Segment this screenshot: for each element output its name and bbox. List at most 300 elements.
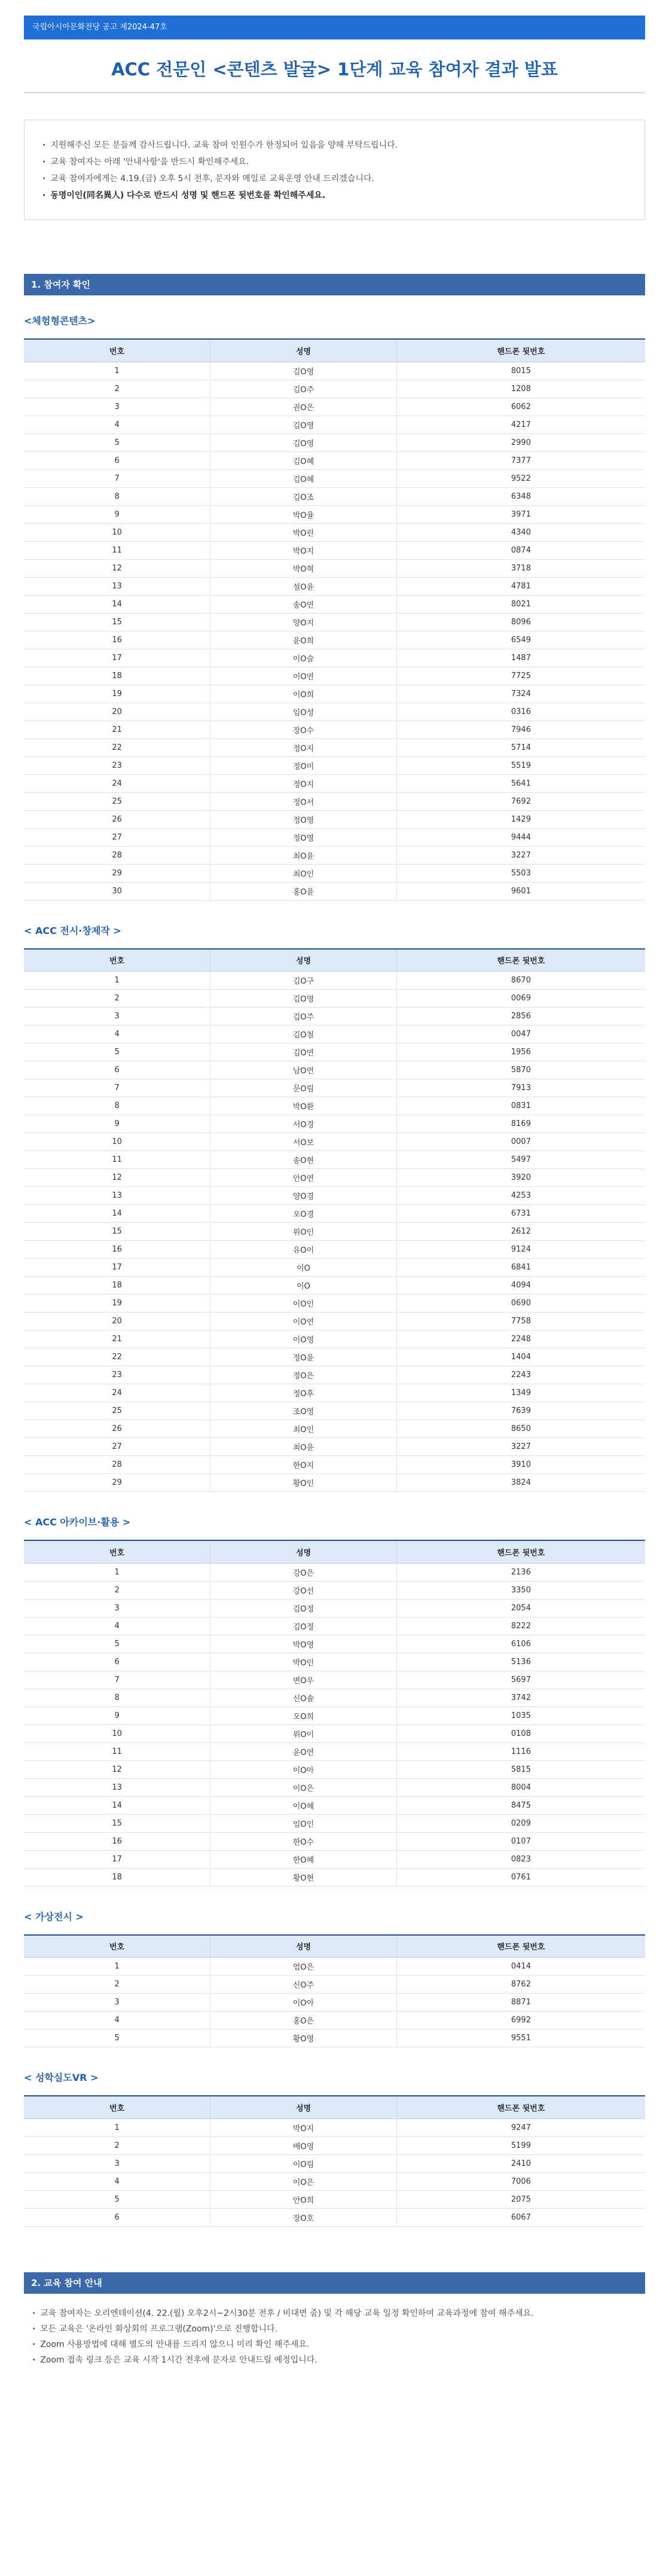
participant-name: 변O우 (210, 1671, 397, 1689)
table-row (24, 1707, 645, 1725)
guide-item: · 교육 참여자는 오리엔테이션(4. 22.(월) 오후2시~2시30분 전후 / 비대면 줌) 및 각 해당 교육 일정 확인하여 교육과정에 참여 해주세요. (32, 2306, 645, 2321)
table-row (24, 1850, 645, 1868)
participant-table (24, 338, 645, 901)
participant-name: 김O영 (210, 416, 397, 434)
section-participants-header (24, 274, 645, 295)
row-number: 10 (24, 1133, 210, 1151)
row-number: 6 (24, 451, 210, 469)
phone-suffix: 2243 (396, 1366, 645, 1384)
column-header: 핸드폰 뒷번호 (396, 2096, 645, 2119)
table-row (24, 434, 645, 451)
phone-suffix: 5519 (396, 756, 645, 774)
participant-name: 이O인 (210, 1295, 397, 1313)
phone-suffix: 3718 (396, 559, 645, 577)
table-row (24, 1832, 645, 1850)
section-guide-title: 2. 교육 참여 안내 (31, 2277, 102, 2288)
phone-suffix: 7692 (396, 792, 645, 810)
phone-suffix: 5815 (396, 1760, 645, 1778)
table-row (24, 792, 645, 810)
phone-suffix: 5714 (396, 738, 645, 756)
table-row (24, 846, 645, 864)
row-number: 12 (24, 1760, 210, 1778)
phone-suffix: 2612 (396, 1223, 645, 1241)
phone-suffix: 8670 (396, 972, 645, 990)
phone-suffix: 3971 (396, 505, 645, 523)
row-number: 2 (24, 1976, 210, 1994)
group-title: < 성학실도VR > (24, 2072, 99, 2083)
participant-name: 양O경 (210, 1187, 397, 1205)
phone-suffix: 0316 (396, 703, 645, 721)
phone-suffix: 6106 (396, 1635, 645, 1653)
row-number: 4 (24, 1025, 210, 1043)
table-row (24, 451, 645, 469)
column-header: 번호 (24, 339, 210, 362)
participant-name: 김O정 (210, 1617, 397, 1635)
table-row (24, 703, 645, 721)
table-row (24, 1653, 645, 1671)
phone-suffix: 9124 (396, 1241, 645, 1259)
table-row (24, 1097, 645, 1115)
participant-name: 김O영 (210, 990, 397, 1008)
table-row (24, 1384, 645, 1402)
participant-name: 설O윤 (210, 577, 397, 595)
phone-suffix: 4781 (396, 577, 645, 595)
participant-name: 황O현 (210, 1868, 397, 1886)
guide-item: · Zoom 접속 링크 등은 교육 시작 1시간 전후에 문자로 안내드릴 예정입니다. (32, 2352, 645, 2368)
row-number: 14 (24, 1796, 210, 1814)
participant-name: 정O영 (210, 810, 397, 828)
participant-name: 정O영 (210, 828, 397, 846)
table-row (24, 828, 645, 846)
table-row (24, 1635, 645, 1653)
participant-name: 배O영 (210, 2137, 397, 2154)
row-number: 2 (24, 990, 210, 1008)
row-number: 1 (24, 1563, 210, 1581)
phone-suffix: 9444 (396, 828, 645, 846)
row-number: 8 (24, 1097, 210, 1115)
guide-item: · 모든 교육은 '온라인 화상회의 프로그램(Zoom)'으로 진행합니다. (32, 2321, 645, 2337)
phone-suffix: 6348 (396, 487, 645, 505)
participant-name: 박O지 (210, 2119, 397, 2137)
phone-suffix: 0831 (396, 1097, 645, 1115)
participant-name: 신O솔 (210, 1689, 397, 1707)
participant-name: 이O연 (210, 1313, 397, 1330)
participant-name: 이O연 (210, 667, 397, 685)
row-number: 4 (24, 2172, 210, 2190)
participant-name: 박O영 (210, 1635, 397, 1653)
table-row (24, 1958, 645, 1976)
participant-name: 안O연 (210, 1169, 397, 1187)
phone-suffix: 2248 (396, 1330, 645, 1348)
table-row (24, 1025, 645, 1043)
phone-suffix: 4340 (396, 523, 645, 541)
phone-suffix: 8871 (396, 1994, 645, 2012)
participant-table (24, 948, 645, 1493)
phone-suffix: 7324 (396, 685, 645, 703)
table-row (24, 1205, 645, 1223)
row-number: 3 (24, 1008, 210, 1025)
phone-suffix: 7725 (396, 667, 645, 685)
phone-suffix: 6549 (396, 631, 645, 649)
table-row (24, 1438, 645, 1456)
group-title: < ACC 전시·창제작 > (24, 924, 121, 936)
participant-name: 한O혜 (210, 1850, 397, 1868)
table-header-row (24, 1935, 645, 1958)
table-row (24, 1474, 645, 1492)
phone-suffix: 6731 (396, 1205, 645, 1223)
participant-name: 양O지 (210, 613, 397, 631)
table-row (24, 810, 645, 828)
participant-name: 강O선 (210, 1581, 397, 1599)
table-row (24, 1008, 645, 1025)
table-row (24, 1581, 645, 1599)
participant-name: 윤O연 (210, 1742, 397, 1760)
phone-suffix: 6992 (396, 2012, 645, 2029)
row-number: 18 (24, 1277, 210, 1295)
row-number: 11 (24, 1742, 210, 1760)
group-title: < ACC 아카이브·활용 > (24, 1516, 131, 1528)
row-number: 28 (24, 1456, 210, 1474)
participant-name: 김O구 (210, 972, 397, 990)
table-row (24, 667, 645, 685)
phone-suffix: 9601 (396, 882, 645, 900)
phone-suffix: 0047 (396, 1025, 645, 1043)
participant-name: 윤O희 (210, 631, 397, 649)
row-number: 15 (24, 613, 210, 631)
table-row (24, 1868, 645, 1886)
table-row (24, 1742, 645, 1760)
row-number: 21 (24, 1330, 210, 1348)
participant-name: 황O인 (210, 1474, 397, 1492)
table-row (24, 541, 645, 559)
participant-name: 장O호 (210, 2208, 397, 2226)
row-number: 3 (24, 2154, 210, 2172)
row-number: 4 (24, 2012, 210, 2029)
participant-name: 임O인 (210, 1814, 397, 1832)
table-row (24, 1259, 645, 1277)
participant-name: 김O철 (210, 1025, 397, 1043)
table-row (24, 1760, 645, 1778)
row-number: 24 (24, 774, 210, 792)
table-row (24, 774, 645, 792)
table-row (24, 738, 645, 756)
phone-suffix: 4253 (396, 1187, 645, 1205)
table-row (24, 1402, 645, 1420)
table-row (24, 1671, 645, 1689)
participant-groups (24, 312, 645, 2227)
participant-name: 황O영 (210, 2029, 397, 2047)
table-row (24, 1313, 645, 1330)
row-number: 23 (24, 756, 210, 774)
participant-name: 김O영 (210, 434, 397, 451)
participant-name: 강O은 (210, 1563, 397, 1581)
row-number: 6 (24, 1653, 210, 1671)
phone-suffix: 0823 (396, 1850, 645, 1868)
participant-name: 오O희 (210, 1707, 397, 1725)
phone-suffix: 2856 (396, 1008, 645, 1025)
table-row (24, 864, 645, 882)
row-number: 17 (24, 1259, 210, 1277)
row-number: 3 (24, 1994, 210, 2012)
participant-table (24, 1540, 645, 1887)
phone-suffix: 1404 (396, 1348, 645, 1366)
phone-suffix: 1116 (396, 1742, 645, 1760)
phone-suffix: 0874 (396, 541, 645, 559)
participant-name: 최O윤 (210, 1438, 397, 1456)
row-number: 18 (24, 667, 210, 685)
table-row (24, 523, 645, 541)
participant-table (24, 1934, 645, 2048)
phone-suffix: 6841 (396, 1259, 645, 1277)
notice-number-bar (24, 16, 645, 39)
participant-name: 문O림 (210, 1079, 397, 1097)
row-number: 21 (24, 721, 210, 738)
phone-suffix: 5870 (396, 1061, 645, 1079)
row-number: 7 (24, 1671, 210, 1689)
table-row (24, 972, 645, 990)
table-row (24, 1295, 645, 1313)
phone-suffix: 2136 (396, 1563, 645, 1581)
row-number: 29 (24, 1474, 210, 1492)
phone-suffix: 3227 (396, 1438, 645, 1456)
row-number: 9 (24, 505, 210, 523)
row-number: 1 (24, 1958, 210, 1976)
row-number: 13 (24, 1778, 210, 1796)
participant-name: 이O림 (210, 2154, 397, 2172)
participant-name: 위O인 (210, 1223, 397, 1241)
participant-name: 정O미 (210, 756, 397, 774)
participant-name: 이O (210, 1277, 397, 1295)
table-row (24, 2012, 645, 2029)
participant-name: 신O주 (210, 1976, 397, 1994)
phone-suffix: 3350 (396, 1581, 645, 1599)
row-number: 26 (24, 1420, 210, 1438)
participant-name: 박O지 (210, 541, 397, 559)
table-row (24, 1277, 645, 1295)
column-header: 핸드폰 뒷번호 (396, 1935, 645, 1958)
phone-suffix: 1035 (396, 1707, 645, 1725)
phone-suffix: 0007 (396, 1133, 645, 1151)
phone-suffix: 8650 (396, 1420, 645, 1438)
phone-suffix: 0069 (396, 990, 645, 1008)
intro-list (42, 137, 627, 204)
phone-suffix: 5199 (396, 2137, 645, 2154)
table-row (24, 1814, 645, 1832)
column-header: 번호 (24, 949, 210, 972)
group-title: <체험형콘텐츠> (24, 315, 96, 326)
table-row (24, 685, 645, 703)
row-number: 27 (24, 828, 210, 846)
table-row (24, 649, 645, 667)
participant-name: 홍O윤 (210, 882, 397, 900)
phone-suffix: 0107 (396, 1832, 645, 1850)
phone-suffix: 9522 (396, 469, 645, 487)
participant-name: 엄O은 (210, 1958, 397, 1976)
participant-name: 임O성 (210, 703, 397, 721)
table-row (24, 1796, 645, 1814)
phone-suffix: 3742 (396, 1689, 645, 1707)
participant-name: 김O정 (210, 1599, 397, 1617)
section-guide-header (24, 2272, 645, 2294)
row-number: 16 (24, 1832, 210, 1850)
table-row (24, 721, 645, 738)
phone-suffix: 4094 (396, 1277, 645, 1295)
intro-item: · 지원해주신 모든 분들께 감사드립니다. 교육 참여 인원수가 한정되어 있음을 양해 부탁드립니다. (42, 137, 627, 154)
participant-name: 이O슬 (210, 649, 397, 667)
phone-suffix: 3920 (396, 1169, 645, 1187)
table-row (24, 559, 645, 577)
participant-name: 박O인 (210, 1653, 397, 1671)
participant-name: 서O보 (210, 1133, 397, 1151)
row-number: 22 (24, 738, 210, 756)
row-number: 28 (24, 846, 210, 864)
row-number: 26 (24, 810, 210, 828)
column-header: 성명 (210, 339, 397, 362)
row-number: 7 (24, 469, 210, 487)
row-number: 18 (24, 1868, 210, 1886)
row-number: 25 (24, 792, 210, 810)
participant-name: 박O혁 (210, 559, 397, 577)
table-row (24, 595, 645, 613)
table-row (24, 613, 645, 631)
participant-name: 김O혜 (210, 451, 397, 469)
table-row (24, 1151, 645, 1169)
column-header: 핸드폰 뒷번호 (396, 339, 645, 362)
intro-item: · 교육 참여자에게는 4.19.(금) 오후 5시 전후, 문자와 메일로 교육운영 안내 드리겠습니다. (42, 170, 627, 187)
phone-suffix: 3910 (396, 1456, 645, 1474)
participant-name: 김O주 (210, 380, 397, 398)
row-number: 17 (24, 1850, 210, 1868)
participant-name: 정O지 (210, 774, 397, 792)
participant-name: 최O윤 (210, 846, 397, 864)
table-row (24, 1079, 645, 1097)
row-number: 8 (24, 1689, 210, 1707)
table-row (24, 1725, 645, 1742)
participant-name: 남O연 (210, 1061, 397, 1079)
table-row (24, 1689, 645, 1707)
phone-suffix: 8222 (396, 1617, 645, 1635)
phone-suffix: 1429 (396, 810, 645, 828)
row-number: 8 (24, 487, 210, 505)
row-number: 5 (24, 1635, 210, 1653)
table-row (24, 990, 645, 1008)
row-number: 10 (24, 1725, 210, 1742)
table-row (24, 2137, 645, 2154)
phone-suffix: 2990 (396, 434, 645, 451)
column-header: 번호 (24, 1935, 210, 1958)
group-title: < 가상전시 > (24, 1910, 84, 1922)
guide-list (24, 2306, 645, 2368)
participant-name: 유O이 (210, 1241, 397, 1259)
participant-name: 송O연 (210, 595, 397, 613)
table-row (24, 1061, 645, 1079)
row-number: 15 (24, 1814, 210, 1832)
phone-suffix: 5136 (396, 1653, 645, 1671)
participant-name: 정O지 (210, 738, 397, 756)
participant-table (24, 2095, 645, 2227)
table-row (24, 505, 645, 523)
table-row (24, 1778, 645, 1796)
row-number: 11 (24, 541, 210, 559)
row-number: 6 (24, 1061, 210, 1079)
section-participants-title: 1. 참여자 확인 (31, 279, 91, 290)
table-row (24, 2119, 645, 2137)
title-divider (24, 92, 645, 93)
phone-suffix: 8004 (396, 1778, 645, 1796)
phone-suffix: 7377 (396, 451, 645, 469)
participant-name: 최O인 (210, 864, 397, 882)
phone-suffix: 7913 (396, 1079, 645, 1097)
phone-suffix: 2075 (396, 2190, 645, 2208)
row-number: 2 (24, 380, 210, 398)
intro-item: · 교육 참여자는 아래 '안내사항'을 반드시 확인해주세요. (42, 154, 627, 170)
column-header: 핸드폰 뒷번호 (396, 1540, 645, 1563)
phone-suffix: 8169 (396, 1115, 645, 1133)
column-header: 번호 (24, 2096, 210, 2119)
row-number: 5 (24, 2029, 210, 2047)
participant-name: 정O서 (210, 792, 397, 810)
table-row (24, 1366, 645, 1384)
phone-suffix: 7946 (396, 721, 645, 738)
row-number: 1 (24, 2119, 210, 2137)
participant-name: 이O아 (210, 1994, 397, 2012)
participant-name: 박O환 (210, 1097, 397, 1115)
row-number: 17 (24, 649, 210, 667)
table-row (24, 1043, 645, 1061)
row-number: 15 (24, 1223, 210, 1241)
participant-name: 권O은 (210, 398, 397, 416)
participant-name: 조O영 (210, 1402, 397, 1420)
phone-suffix: 9551 (396, 2029, 645, 2047)
row-number: 1 (24, 972, 210, 990)
table-row (24, 1223, 645, 1241)
table-row (24, 1169, 645, 1187)
intro-item: · 동명이인(同名異人) 다수로 반드시 성명 및 핸드폰 뒷번호를 확인해주세요. (42, 187, 627, 204)
phone-suffix: 5497 (396, 1151, 645, 1169)
phone-suffix: 0108 (396, 1725, 645, 1742)
phone-suffix: 1956 (396, 1043, 645, 1061)
row-number: 2 (24, 1581, 210, 1599)
participant-name: 김O연 (210, 1043, 397, 1061)
row-number: 2 (24, 2137, 210, 2154)
table-header-row (24, 339, 645, 362)
table-row (24, 1241, 645, 1259)
row-number: 29 (24, 864, 210, 882)
participant-name: 위O이 (210, 1725, 397, 1742)
phone-suffix: 8015 (396, 362, 645, 380)
row-number: 16 (24, 631, 210, 649)
phone-suffix: 8096 (396, 613, 645, 631)
participant-name: 안O희 (210, 2190, 397, 2208)
phone-suffix: 4217 (396, 416, 645, 434)
table-row (24, 1348, 645, 1366)
phone-suffix: 5697 (396, 1671, 645, 1689)
participant-name: 이O영 (210, 1330, 397, 1348)
table-row (24, 398, 645, 416)
table-row (24, 1330, 645, 1348)
row-number: 4 (24, 1617, 210, 1635)
row-number: 5 (24, 434, 210, 451)
table-row (24, 577, 645, 595)
phone-suffix: 7006 (396, 2172, 645, 2190)
row-number: 9 (24, 1707, 210, 1725)
participant-name: 정O윤 (210, 1348, 397, 1366)
phone-suffix: 8475 (396, 1796, 645, 1814)
table-row (24, 1976, 645, 1994)
row-number: 9 (24, 1115, 210, 1133)
phone-suffix: 9247 (396, 2119, 645, 2137)
row-number: 19 (24, 1295, 210, 1313)
